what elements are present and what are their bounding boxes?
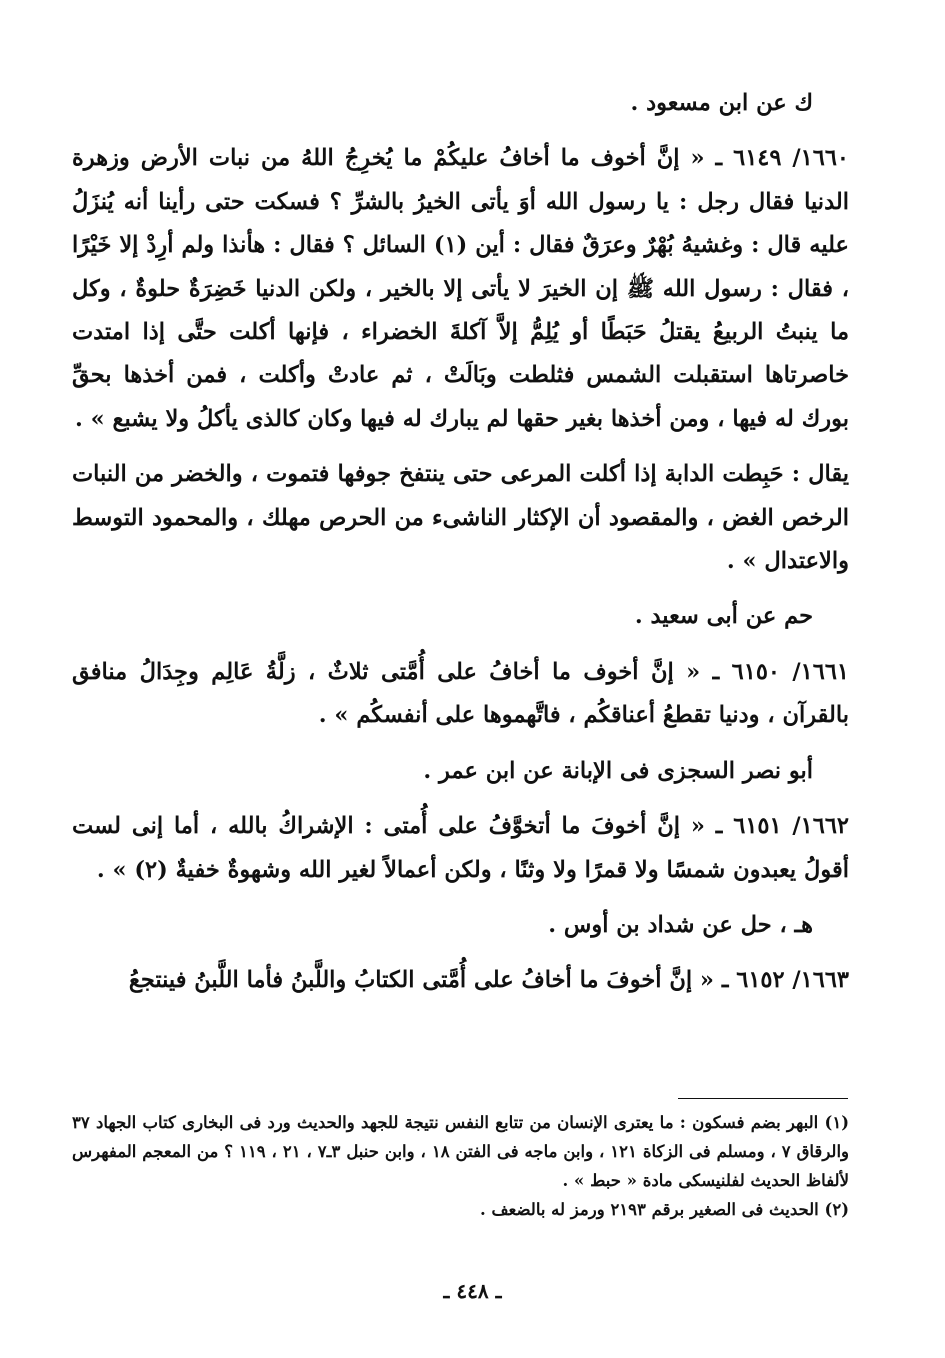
- commentary-paragraph: يقال : حَبِطت الدابة إذا أكلت المرعى حتى ينتفخ جوفها فتموت ، والخضر من النبات الرخص الغض ، والمقصود أن الإكثار الناشىء من الحرص مهلك ، والمحمود التوسط والاعتدال » .: [72, 461, 849, 575]
- main-text: [72, 82, 849, 1015]
- hadith-1662: ١٦٦٢/ ٦١٥١ ـ « إنَّ أخوفَ ما أتخوَّفُ على أُمتى : الإشراكُ بالله ، أما إنى لست أقولُ يعبدون شمسًا ولا قمرًا ولا وثنًا ، ولكن أعمالاً لغير الله وشهوةٌ خفيةٌ (٢) » .: [72, 813, 849, 883]
- hadith-1663: ١٦٦٣/ ٦١٥٢ ـ « إنَّ أخوفَ ما أخافُ على أُمَّتى الكتابُ واللَّبنُ فأما اللَّبنُ فينتجعُ: [128, 967, 849, 994]
- hadith-1660: ١٦٦٠/ ٦١٤٩ ـ « إنَّ أخوف ما أخافُ عليكُمْ ما يُخرِجُ اللهُ من نبات الأرض وزهرة الدنيا فقال رجل : يا رسول الله أوَ يأتى الخيرُ بالشرِّ ؟ فسكت حتى رأينا أنه يُنزَلُ عليه قال : وغشيهُ بُهْرٌ وعرَقٌ فقال : أين (١) السائل ؟ فقال : هأنذا ولم أرِدْ إلا خَيْرًا ، فقال : رسول الله ﷺ إن الخيرَ لا يأتى إلا بالخير ، ولكن الدنيا خَضِرَةٌ حلوةٌ ، وكل ما ينبتُ الربيعُ يقتلُ حَبَطًا أو يُلِمُّ إلاَّ آكلةَ الخضراء ، فإنها أكلت حتَّى إذا امتدت خاصرتاها استقبلت الشمس فثلطت وبَالَتْ ، ثم عادتْ وأكلت ، فمن أخذها بحقِّ بورك له فيها ، ومن أخذها بغير حقها لم يبارك له فيها وكان كالذى يأكلُ ولا يشبع » .: [72, 145, 849, 432]
- footnote-separator: [678, 1098, 848, 1099]
- source-line-4: هـ ، حل عن شداد بن أوس .: [548, 911, 813, 938]
- page-number: ـ ٤٤٨ ـ: [443, 1279, 502, 1303]
- footnote-2: (٢) الحديث فى الصغير برقم ٢١٩٣ ورمز له بالضعف .: [479, 1200, 849, 1219]
- footnote-1: (١) البهر بضم فسكون : ما يعترى الإنسان من تتابع النفس نتيجة للجهد والحديث ورد فى البخارى كتاب الجهاد ٣٧ والرقاق ٧ ، ومسلم فى الزكاة ١٢١ ، وابن ماجه فى الفتن ١٨ ، وابن حنبل ٣ـ٧ ، ٢١ ، ١١٩ ؟ من المعجم المفهرس لألفاظ الحديث لفلنيسكى مادة « حبط » .: [72, 1113, 849, 1190]
- footnotes: [72, 1108, 849, 1224]
- source-line-1: ك عن ابن مسعود .: [630, 90, 813, 116]
- source-line-2: حم عن أبى سعيد .: [634, 603, 813, 630]
- hadith-1661: ١٦٦١/ ٦١٥٠ ـ « إنَّ أخوف ما أخافُ على أُمَّتى ثلاثٌ ، زلَّةُ عَالِم وجِدَالُ منافق بالقرآن ، ودنيا تقطعُ أعناقكُم ، فاتَّهموها على أنفسكُم » .: [72, 658, 849, 729]
- source-line-3: أبو نصر السجزى فى الإبانة عن ابن عمر .: [423, 757, 813, 784]
